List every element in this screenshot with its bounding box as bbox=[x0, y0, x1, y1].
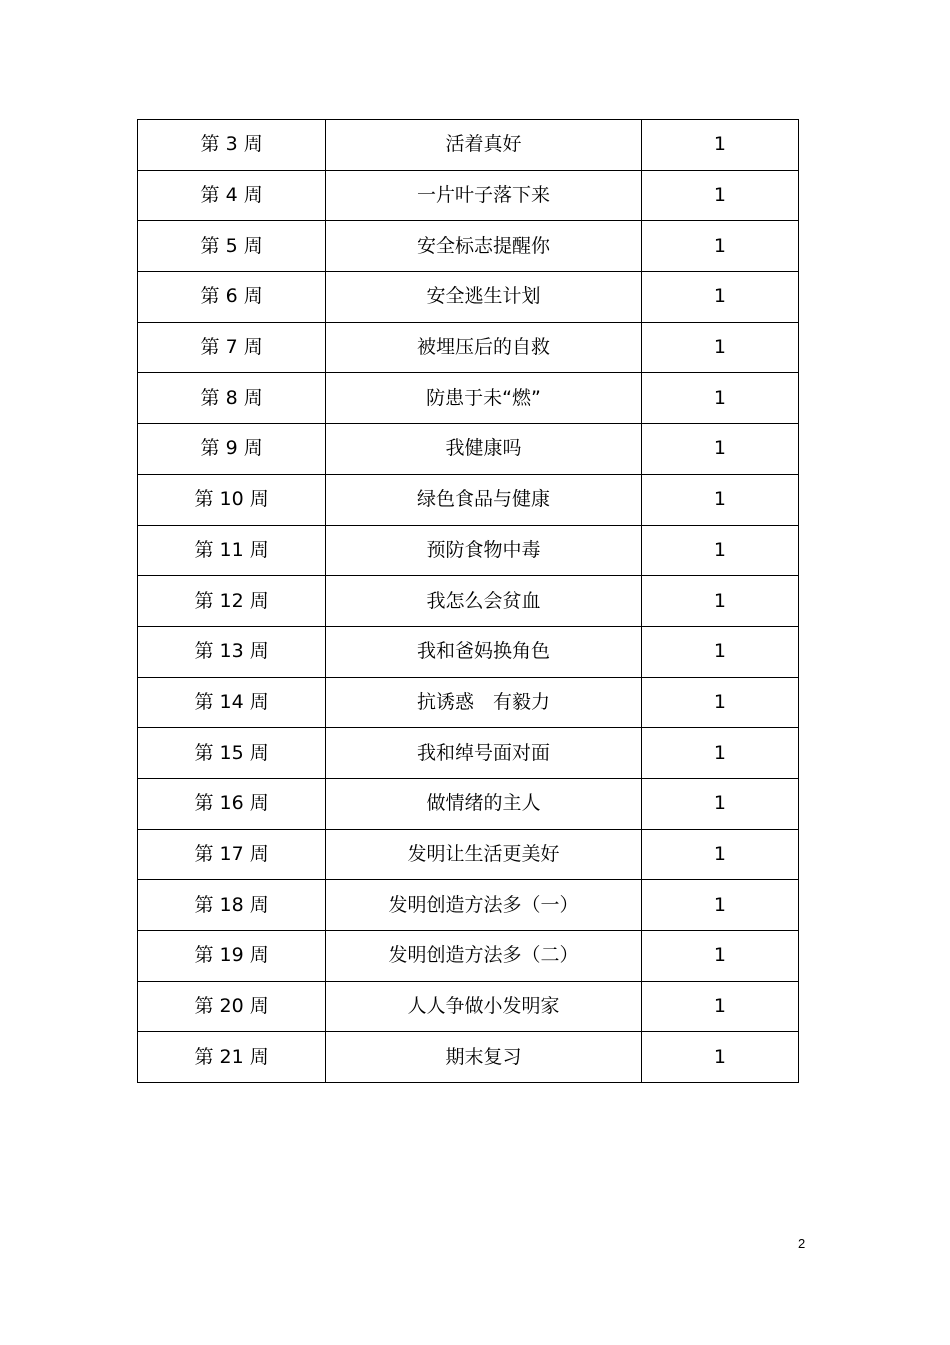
page-number: 2 bbox=[798, 1236, 806, 1251]
table-row bbox=[138, 424, 799, 475]
topic-cell: 安全逃生计划 bbox=[326, 272, 641, 323]
table-row bbox=[138, 576, 799, 627]
week-cell: 第 6 周 bbox=[138, 272, 326, 323]
topic-cell: 抗诱惑 有毅力 bbox=[326, 677, 641, 728]
table-row bbox=[138, 525, 799, 576]
table-row bbox=[138, 931, 799, 982]
week-cell: 第 13 周 bbox=[138, 626, 326, 677]
table-row bbox=[138, 981, 799, 1032]
table-row bbox=[138, 880, 799, 931]
table-row bbox=[138, 272, 799, 323]
week-cell: 第 16 周 bbox=[138, 778, 326, 829]
topic-cell: 安全标志提醒你 bbox=[326, 221, 641, 272]
hours-cell: 1 bbox=[641, 728, 798, 779]
week-cell: 第 5 周 bbox=[138, 221, 326, 272]
week-cell: 第 19 周 bbox=[138, 931, 326, 982]
topic-cell: 发明让生活更美好 bbox=[326, 829, 641, 880]
table-row bbox=[138, 373, 799, 424]
table-row bbox=[138, 677, 799, 728]
week-cell: 第 8 周 bbox=[138, 373, 326, 424]
hours-cell: 1 bbox=[641, 677, 798, 728]
topic-cell: 绿色食品与健康 bbox=[326, 474, 641, 525]
table-row bbox=[138, 221, 799, 272]
topic-cell: 发明创造方法多（一） bbox=[326, 880, 641, 931]
hours-cell: 1 bbox=[641, 1032, 798, 1083]
topic-cell: 一片叶子落下来 bbox=[326, 170, 641, 221]
topic-cell: 防患于未“燃” bbox=[326, 373, 641, 424]
topic-cell: 我怎么会贫血 bbox=[326, 576, 641, 627]
schedule-table-body bbox=[138, 120, 799, 1083]
table-row bbox=[138, 829, 799, 880]
hours-cell: 1 bbox=[641, 576, 798, 627]
topic-cell: 活着真好 bbox=[326, 120, 641, 171]
week-cell: 第 14 周 bbox=[138, 677, 326, 728]
hours-cell: 1 bbox=[641, 474, 798, 525]
table-row bbox=[138, 626, 799, 677]
table-row bbox=[138, 1032, 799, 1083]
week-cell: 第 11 周 bbox=[138, 525, 326, 576]
hours-cell: 1 bbox=[641, 981, 798, 1032]
table-row bbox=[138, 474, 799, 525]
hours-cell: 1 bbox=[641, 880, 798, 931]
hours-cell: 1 bbox=[641, 626, 798, 677]
table-row bbox=[138, 728, 799, 779]
table-row bbox=[138, 322, 799, 373]
hours-cell: 1 bbox=[641, 424, 798, 475]
week-cell: 第 12 周 bbox=[138, 576, 326, 627]
hours-cell: 1 bbox=[641, 778, 798, 829]
week-cell: 第 3 周 bbox=[138, 120, 326, 171]
topic-cell: 我和绰号面对面 bbox=[326, 728, 641, 779]
table-row bbox=[138, 120, 799, 171]
hours-cell: 1 bbox=[641, 272, 798, 323]
topic-cell: 人人争做小发明家 bbox=[326, 981, 641, 1032]
hours-cell: 1 bbox=[641, 931, 798, 982]
hours-cell: 1 bbox=[641, 829, 798, 880]
week-cell: 第 7 周 bbox=[138, 322, 326, 373]
schedule-table bbox=[137, 119, 799, 1083]
week-cell: 第 15 周 bbox=[138, 728, 326, 779]
week-cell: 第 17 周 bbox=[138, 829, 326, 880]
week-cell: 第 20 周 bbox=[138, 981, 326, 1032]
hours-cell: 1 bbox=[641, 525, 798, 576]
hours-cell: 1 bbox=[641, 322, 798, 373]
topic-cell: 我和爸妈换角色 bbox=[326, 626, 641, 677]
topic-cell: 做情绪的主人 bbox=[326, 778, 641, 829]
topic-cell: 期末复习 bbox=[326, 1032, 641, 1083]
week-cell: 第 9 周 bbox=[138, 424, 326, 475]
week-cell: 第 4 周 bbox=[138, 170, 326, 221]
week-cell: 第 21 周 bbox=[138, 1032, 326, 1083]
week-cell: 第 10 周 bbox=[138, 474, 326, 525]
topic-cell: 我健康吗 bbox=[326, 424, 641, 475]
topic-cell: 发明创造方法多（二） bbox=[326, 931, 641, 982]
hours-cell: 1 bbox=[641, 120, 798, 171]
table-row bbox=[138, 170, 799, 221]
week-cell: 第 18 周 bbox=[138, 880, 326, 931]
hours-cell: 1 bbox=[641, 170, 798, 221]
topic-cell: 预防食物中毒 bbox=[326, 525, 641, 576]
hours-cell: 1 bbox=[641, 221, 798, 272]
hours-cell: 1 bbox=[641, 373, 798, 424]
topic-cell: 被埋压后的自救 bbox=[326, 322, 641, 373]
table-row bbox=[138, 778, 799, 829]
